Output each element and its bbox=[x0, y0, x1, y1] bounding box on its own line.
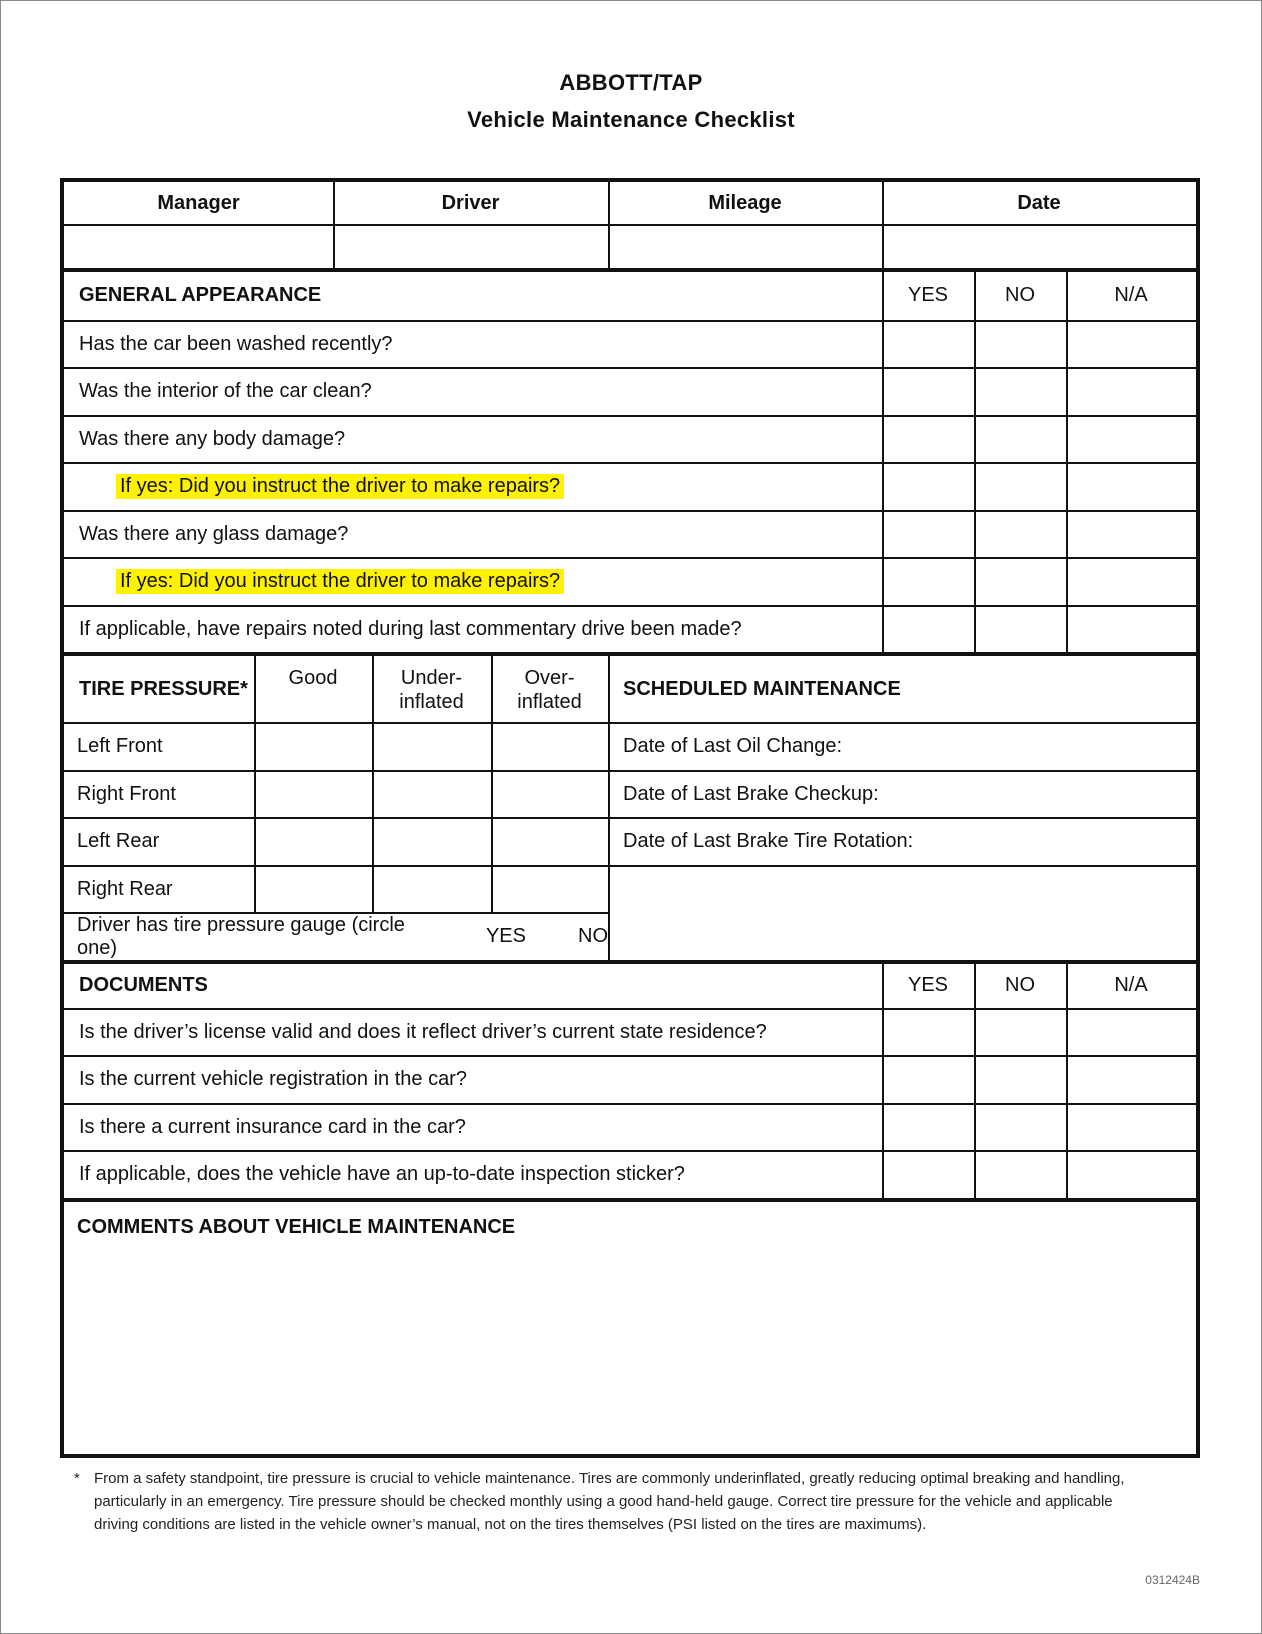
answer-checkbox[interactable] bbox=[1066, 1057, 1196, 1103]
general-col-yes: YES bbox=[907, 284, 949, 307]
answer-checkbox[interactable] bbox=[882, 464, 974, 510]
answer-checkbox[interactable] bbox=[974, 1010, 1066, 1056]
comments-area[interactable] bbox=[64, 1202, 1196, 1455]
answer-checkbox[interactable] bbox=[1066, 417, 1196, 463]
answer-checkbox[interactable] bbox=[882, 1152, 974, 1198]
answer-checkbox[interactable] bbox=[1066, 464, 1196, 510]
answer-checkbox[interactable] bbox=[1066, 512, 1196, 558]
answer-checkbox[interactable] bbox=[1066, 369, 1196, 415]
general-column-line bbox=[882, 272, 884, 652]
documents-title: DOCUMENTS bbox=[79, 974, 208, 996]
answer-checkbox[interactable] bbox=[974, 464, 1066, 510]
field-label-mileage: Mileage bbox=[708, 191, 782, 214]
tire-col-header: Under- inflated bbox=[399, 667, 464, 713]
field-input-mileage[interactable] bbox=[608, 226, 882, 268]
answer-checkbox[interactable] bbox=[882, 512, 974, 558]
answer-checkbox[interactable] bbox=[974, 512, 1066, 558]
footnote-text: From a safety standpoint, tire pressure is crucial to vehicle maintenance. Tires are commonly underinflated, greatly reducing optimal breaking and handling, particularly in an emergency. Tire pressure should be checked monthly using a good hand-held gauge. Correct tire pressure for the vehicle and applicable driving conditions are listed in the vehicle owner’s manual, not on the tires themselves (PSI listed on the tires are maximums). bbox=[94, 1470, 1125, 1533]
gauge-question: Driver has tire pressure gauge (circle one) bbox=[77, 913, 405, 959]
tire-gauge-row bbox=[64, 914, 608, 960]
field-input-driver[interactable] bbox=[333, 226, 608, 268]
general-question: Was there any body damage? bbox=[79, 427, 346, 450]
general-question: If applicable, have repairs noted during last commentary drive been made? bbox=[79, 617, 742, 640]
tire-column-line bbox=[491, 656, 493, 912]
general-question bbox=[64, 559, 882, 605]
general-question: Has the car been washed recently? bbox=[79, 332, 393, 355]
answer-checkbox[interactable] bbox=[1066, 607, 1196, 653]
answer-checkbox[interactable] bbox=[1066, 1010, 1196, 1056]
general-question bbox=[64, 464, 882, 510]
documents-col-no: NO bbox=[1005, 974, 1035, 996]
tire-column-line bbox=[254, 656, 256, 912]
scheduled-maintenance-title: SCHEDULED MAINTENANCE bbox=[623, 677, 901, 700]
field-input-date[interactable] bbox=[882, 226, 1196, 268]
tire-position-label: Left Front bbox=[77, 735, 163, 758]
answer-checkbox[interactable] bbox=[882, 607, 974, 653]
answer-checkbox[interactable] bbox=[1066, 1105, 1196, 1151]
answer-checkbox[interactable] bbox=[974, 322, 1066, 368]
answer-checkbox[interactable] bbox=[974, 1105, 1066, 1151]
tire-checkbox[interactable] bbox=[372, 772, 491, 818]
tire-checkbox[interactable] bbox=[372, 819, 491, 865]
tire-checkbox[interactable] bbox=[491, 819, 608, 865]
documents-column-line bbox=[974, 964, 976, 1198]
documents-question: If applicable, does the vehicle have an up-to-date inspection sticker? bbox=[79, 1163, 685, 1186]
general-question: Was there any glass damage? bbox=[79, 522, 349, 545]
answer-checkbox[interactable] bbox=[1066, 322, 1196, 368]
top-field-divider bbox=[64, 224, 1196, 226]
general-question: Was the interior of the car clean? bbox=[79, 380, 372, 403]
answer-checkbox[interactable] bbox=[882, 1057, 974, 1103]
tire-checkbox[interactable] bbox=[254, 772, 372, 818]
general-col-na: N/A bbox=[1114, 284, 1148, 307]
documents-col-yes: YES bbox=[907, 974, 949, 996]
tire-checkbox[interactable] bbox=[372, 724, 491, 770]
organization-title: ABBOTT/TAP bbox=[559, 70, 703, 95]
answer-checkbox[interactable] bbox=[974, 417, 1066, 463]
tire-col-header: Good bbox=[288, 667, 338, 689]
scheduled-maintenance-field[interactable]: Date of Last Oil Change: bbox=[623, 735, 843, 758]
field-label-driver: Driver bbox=[441, 191, 500, 214]
tire-checkbox[interactable] bbox=[254, 819, 372, 865]
tire-col-header: Over- inflated bbox=[517, 667, 582, 713]
scheduled-row-line bbox=[608, 865, 1196, 867]
top-field-column-line bbox=[882, 182, 884, 268]
documents-question: Is the current vehicle registration in the car? bbox=[79, 1068, 467, 1091]
tire-checkbox[interactable] bbox=[254, 724, 372, 770]
answer-checkbox[interactable] bbox=[1066, 1152, 1196, 1198]
form-title: Vehicle Maintenance Checklist bbox=[467, 107, 795, 132]
answer-checkbox[interactable] bbox=[1066, 559, 1196, 605]
answer-checkbox[interactable] bbox=[882, 1010, 974, 1056]
top-field-column-line bbox=[333, 182, 335, 268]
tire-checkbox[interactable] bbox=[372, 867, 491, 913]
answer-checkbox[interactable] bbox=[974, 1057, 1066, 1103]
answer-checkbox[interactable] bbox=[882, 322, 974, 368]
tire-position-label: Right Rear bbox=[77, 877, 173, 900]
comments-title: COMMENTS ABOUT VEHICLE MAINTENANCE bbox=[77, 1215, 516, 1238]
gauge-no-option[interactable]: NO bbox=[578, 925, 608, 948]
gauge-yes-option[interactable]: YES bbox=[485, 925, 526, 948]
tire-scheduled-divider bbox=[608, 656, 610, 960]
highlighted-question: If yes: Did you instruct the driver to make repairs? bbox=[116, 474, 564, 499]
answer-checkbox[interactable] bbox=[974, 369, 1066, 415]
answer-checkbox[interactable] bbox=[882, 559, 974, 605]
documents-column-line bbox=[882, 964, 884, 1198]
tire-column-line bbox=[372, 656, 374, 912]
documents-question: Is there a current insurance card in the car? bbox=[79, 1115, 466, 1138]
documents-question: Is the driver’s license valid and does it reflect driver’s current state residence? bbox=[79, 1020, 767, 1043]
tire-pressure-title: TIRE PRESSURE* bbox=[79, 677, 248, 700]
documents-column-line bbox=[1066, 964, 1068, 1198]
tire-position-label: Left Rear bbox=[77, 830, 160, 853]
answer-checkbox[interactable] bbox=[974, 607, 1066, 653]
answer-checkbox[interactable] bbox=[882, 369, 974, 415]
tire-checkbox[interactable] bbox=[491, 724, 608, 770]
field-label-manager: Manager bbox=[157, 191, 240, 214]
highlighted-question: If yes: Did you instruct the driver to make repairs? bbox=[116, 569, 564, 594]
answer-checkbox[interactable] bbox=[974, 559, 1066, 605]
field-label-date: Date bbox=[1017, 191, 1061, 214]
answer-checkbox[interactable] bbox=[882, 1105, 974, 1151]
general-column-line bbox=[1066, 272, 1068, 652]
field-input-manager[interactable] bbox=[64, 226, 333, 268]
general-column-line bbox=[974, 272, 976, 652]
tire-checkbox[interactable] bbox=[491, 867, 608, 913]
documents-col-na: N/A bbox=[1114, 974, 1148, 996]
form-code: 0312424B bbox=[1145, 1573, 1200, 1587]
answer-checkbox[interactable] bbox=[882, 417, 974, 463]
checklist-form bbox=[60, 178, 1200, 1458]
tire-checkbox[interactable] bbox=[254, 867, 372, 913]
tire-checkbox[interactable] bbox=[491, 772, 608, 818]
scheduled-maintenance-field[interactable]: Date of Last Brake Tire Rotation: bbox=[623, 830, 914, 853]
scheduled-maintenance-field[interactable]: Date of Last Brake Checkup: bbox=[623, 782, 879, 805]
footnote-asterisk: * bbox=[74, 1470, 80, 1487]
answer-checkbox[interactable] bbox=[974, 1152, 1066, 1198]
tire-position-label: Right Front bbox=[77, 782, 176, 805]
general-appearance-title: GENERAL APPEARANCE bbox=[79, 284, 322, 307]
general-col-no: NO bbox=[1005, 284, 1035, 307]
top-field-column-line bbox=[608, 182, 610, 268]
